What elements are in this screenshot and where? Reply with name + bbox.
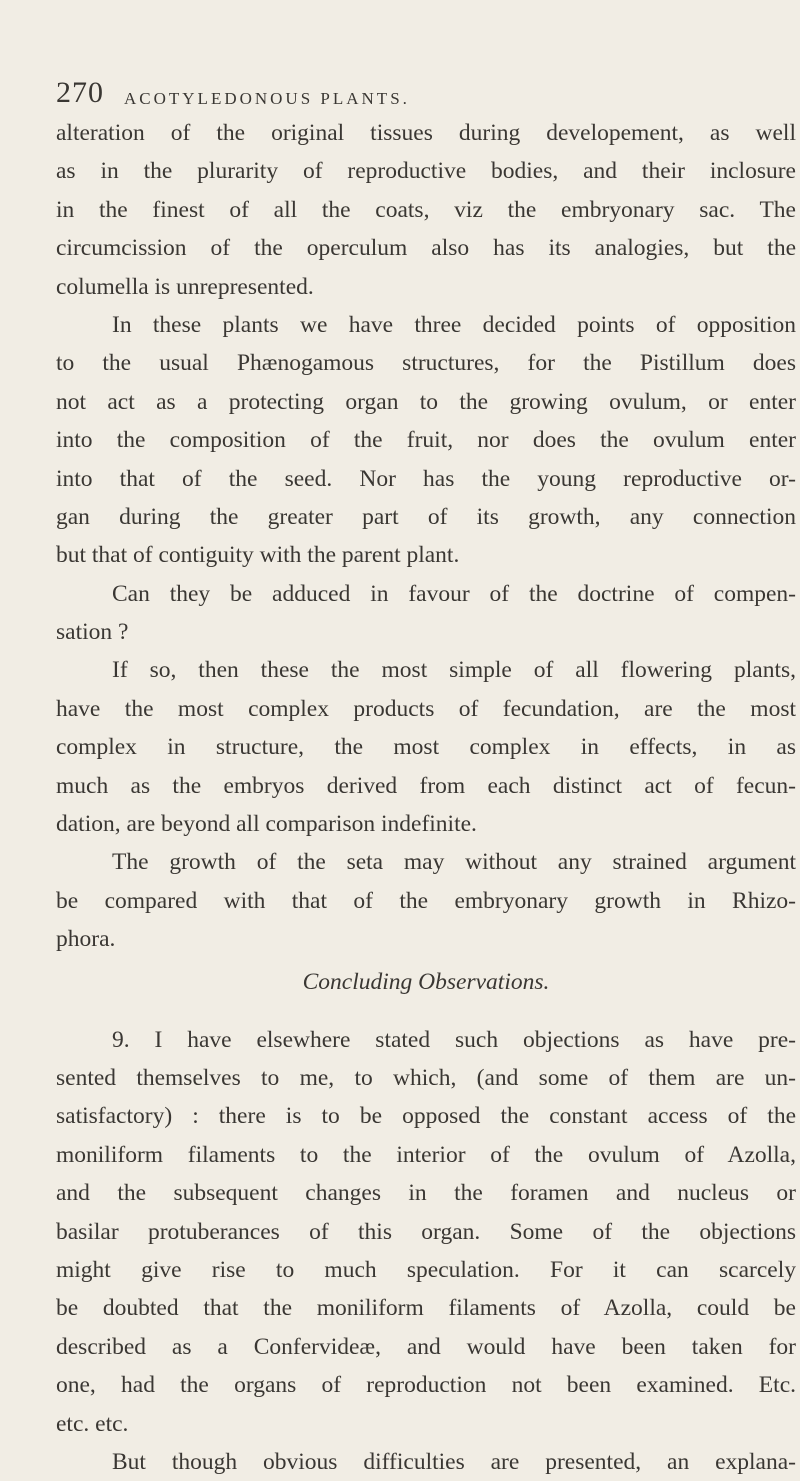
- text-line: into that of the seed. Nor has the young reproductive or-: [56, 465, 796, 492]
- text-line: in the finest of all the coats, viz the embryonary sac. The: [56, 196, 796, 223]
- text-line: one, had the organs of reproduction not been examined. Etc.: [56, 1372, 796, 1399]
- body-text: [56, 114, 796, 1481]
- text-line: gan during the greater part of its growth, any connection: [56, 503, 796, 530]
- running-head: [56, 78, 796, 112]
- text-line: satisfactory) : there is to be opposed the constant access of the: [56, 1103, 796, 1130]
- text-line: not act as a protecting organ to the growing ovulum, or enter: [56, 388, 796, 415]
- text-line: basilar protuberances of this organ. Some of the objections: [56, 1218, 796, 1245]
- text-line: but that of contiguity with the parent plant.: [56, 542, 460, 569]
- text-line: to the usual Phænogamous structures, for the Pistillum does: [56, 350, 796, 377]
- text-line: Can they be adduced in favour of the doctrine of compen-: [112, 580, 796, 607]
- text-line: The growth of the seta may without any strained argument: [112, 849, 796, 876]
- text-line: But though obvious difficulties are presented, an explana-: [112, 1448, 796, 1475]
- text-line: etc. etc.: [56, 1410, 129, 1437]
- running-title: ACOTYLEDONOUS PLANTS.: [124, 89, 410, 108]
- paragraphs-after-heading: [56, 1021, 796, 1481]
- text-line: circumcission of the operculum also has its analogies, but the: [56, 235, 796, 262]
- text-line: dation, are beyond all comparison indefinite.: [56, 811, 477, 838]
- text-line: In these plants we have three decided points of opposition: [112, 311, 796, 338]
- text-line: much as the embryos derived from each distinct act of fecun-: [56, 772, 796, 799]
- text-line: alteration of the original tissues during developement, as well: [56, 120, 796, 146]
- text-line: If so, then these the most simple of all flowering plants,: [112, 657, 796, 684]
- text-line: sented themselves to me, to which, (and some of them are un-: [56, 1064, 796, 1091]
- text-line: complex in structure, the most complex in effects, in as: [56, 734, 796, 761]
- text-line: moniliform filaments to the interior of the ovulum of Azolla,: [56, 1141, 796, 1168]
- text-line: as in the plurarity of reproductive bodies, and their inclosure: [56, 158, 796, 185]
- page-number: 270: [56, 76, 104, 109]
- text-line: columella is unrepresented.: [56, 273, 314, 300]
- text-line: and the subsequent changes in the foramen and nucleus or: [56, 1180, 796, 1207]
- text-line: 9. I have elsewhere stated such objections as have pre-: [112, 1026, 796, 1053]
- section-heading: Concluding Observations.: [302, 968, 550, 995]
- paragraphs-before-heading: [56, 114, 796, 959]
- text-line: be compared with that of the embryonary growth in Rhizo-: [56, 887, 796, 914]
- text-line: into the composition of the fruit, nor does the ovulum enter: [56, 427, 796, 454]
- text-line: have the most complex products of fecundation, are the most: [56, 695, 796, 722]
- text-line: might give rise to much speculation. For it can scarcely: [56, 1256, 796, 1283]
- text-line: described as a Confervideæ, and would have been taken for: [56, 1333, 796, 1360]
- text-line: phora.: [56, 926, 116, 953]
- text-line: sation ?: [56, 619, 129, 646]
- text-line: be doubted that the moniliform filaments of Azolla, could be: [56, 1295, 796, 1322]
